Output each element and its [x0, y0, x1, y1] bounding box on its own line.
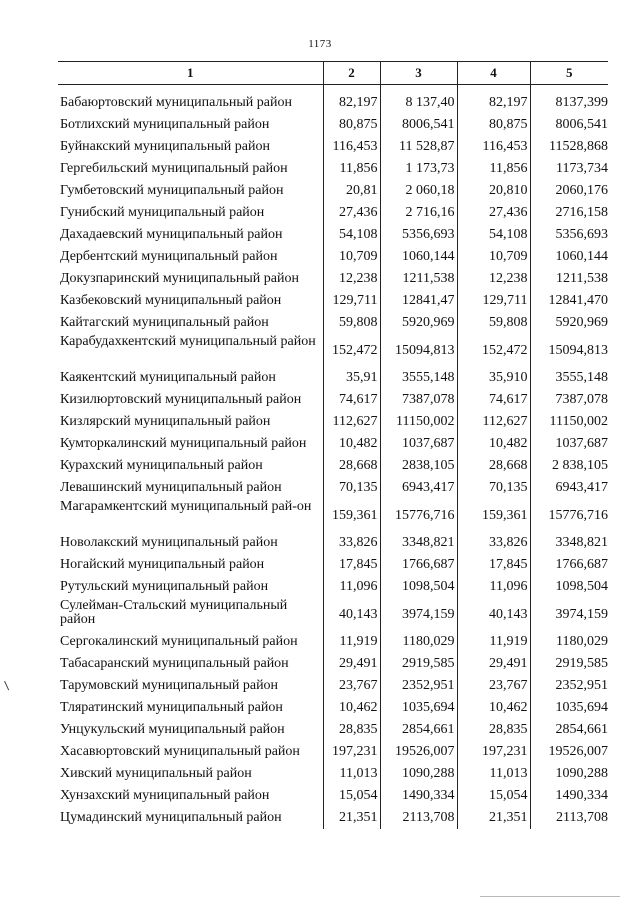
col-4-value-cell: 152,472: [457, 334, 530, 367]
table-row: [58, 532, 608, 554]
table-row: [58, 180, 608, 202]
header-col-3: 3: [380, 62, 457, 85]
district-name-cell: Гунибский муниципальный район: [60, 205, 265, 220]
col-5-value-cell: 2060,176: [530, 180, 608, 202]
col-4-value-cell: 129,711: [457, 290, 530, 312]
col-5-value-cell: 2352,951: [530, 675, 608, 697]
district-name-cell: Хасавюртовский муниципальный район: [60, 744, 300, 759]
col-3-value-cell: 6943,417: [380, 477, 457, 499]
district-name-cell: Каякентский муниципальный район: [60, 370, 276, 385]
col-2-value-cell: 17,845: [323, 554, 380, 576]
col-5-value-cell: 2113,708: [530, 807, 608, 829]
col-5-value-cell: 1090,288: [530, 763, 608, 785]
col-5-value-cell: 1211,538: [530, 268, 608, 290]
col-5-value-cell: 1173,734: [530, 158, 608, 180]
col-2-value-cell: 82,197: [323, 92, 380, 114]
col-2-value-cell: 11,919: [323, 631, 380, 653]
spacer-row: [58, 85, 608, 93]
table-row: [58, 675, 608, 697]
col-3-value-cell: 1 173,73: [380, 158, 457, 180]
table-body: [58, 85, 608, 830]
scan-footer-line: [480, 896, 620, 897]
col-4-value-cell: 15,054: [457, 785, 530, 807]
district-name-cell: Табасаранский муниципальный район: [60, 656, 289, 671]
col-3-value-cell: 2113,708: [380, 807, 457, 829]
col-3-value-cell: 8006,541: [380, 114, 457, 136]
table-row: [58, 411, 608, 433]
col-2-value-cell: 70,135: [323, 477, 380, 499]
col-3-value-cell: 2919,585: [380, 653, 457, 675]
col-2-value-cell: 35,91: [323, 367, 380, 389]
col-3-value-cell: 1035,694: [380, 697, 457, 719]
col-2-value-cell: 11,856: [323, 158, 380, 180]
col-4-value-cell: 29,491: [457, 653, 530, 675]
table-row: [58, 158, 608, 180]
col-3-value-cell: 15094,813: [380, 334, 457, 367]
district-name-cell: Гергебильский муниципальный район: [60, 161, 288, 176]
col-2-value-cell: 54,108: [323, 224, 380, 246]
col-4-value-cell: 21,351: [457, 807, 530, 829]
district-name-cell: Буйнакский муниципальный район: [60, 139, 270, 154]
col-3-value-cell: 1490,334: [380, 785, 457, 807]
col-3-value-cell: 19526,007: [380, 741, 457, 763]
col-2-value-cell: 28,668: [323, 455, 380, 477]
col-5-value-cell: 1098,504: [530, 576, 608, 598]
district-name-cell: Докузпаринский муниципальный район: [60, 271, 299, 286]
col-3-value-cell: 1180,029: [380, 631, 457, 653]
table-row: [58, 334, 608, 367]
district-name-cell: Хивский муниципальный район: [60, 766, 252, 781]
col-3-value-cell: 3348,821: [380, 532, 457, 554]
table-row: [58, 697, 608, 719]
col-3-value-cell: 1060,144: [380, 246, 457, 268]
district-name-cell: Кизилюртовский муниципальный район: [60, 392, 302, 407]
district-name-cell: Ботлихский муниципальный район: [60, 117, 270, 132]
col-4-value-cell: 11,096: [457, 576, 530, 598]
col-2-value-cell: 197,231: [323, 741, 380, 763]
col-2-value-cell: 10,462: [323, 697, 380, 719]
col-3-value-cell: 3555,148: [380, 367, 457, 389]
col-3-value-cell: 7387,078: [380, 389, 457, 411]
col-5-value-cell: 12841,470: [530, 290, 608, 312]
col-5-value-cell: 3348,821: [530, 532, 608, 554]
col-2-value-cell: 152,472: [323, 334, 380, 367]
district-name-cell: Тляратинский муниципальный район: [60, 700, 283, 715]
table-row: [58, 499, 608, 532]
col-4-value-cell: 74,617: [457, 389, 530, 411]
district-name-cell: Рутульский муниципальный район: [60, 579, 269, 594]
col-5-value-cell: 11150,002: [530, 411, 608, 433]
col-4-value-cell: 28,668: [457, 455, 530, 477]
district-name-cell: Дербентский муниципальный район: [60, 249, 278, 264]
district-name-cell: Хунзахский муниципальный район: [60, 788, 270, 803]
col-5-value-cell: 3974,159: [530, 598, 608, 631]
col-2-value-cell: 80,875: [323, 114, 380, 136]
col-3-value-cell: 5920,969: [380, 312, 457, 334]
table-row: [58, 807, 608, 829]
col-3-value-cell: 8 137,40: [380, 92, 457, 114]
district-name-cell: Магарамкентский муниципальный рай-он: [60, 499, 312, 514]
col-4-value-cell: 159,361: [457, 499, 530, 532]
col-3-value-cell: 12841,47: [380, 290, 457, 312]
col-2-value-cell: 40,143: [323, 598, 380, 631]
col-4-value-cell: 80,875: [457, 114, 530, 136]
col-5-value-cell: 5920,969: [530, 312, 608, 334]
col-3-value-cell: 2 060,18: [380, 180, 457, 202]
col-2-value-cell: 10,709: [323, 246, 380, 268]
table-row: [58, 389, 608, 411]
col-5-value-cell: 2919,585: [530, 653, 608, 675]
col-5-value-cell: 2 838,105: [530, 455, 608, 477]
table-row: [58, 477, 608, 499]
district-name-cell: Цумадинский муниципальный район: [60, 810, 282, 825]
district-name-cell: Тарумовский муниципальный район: [60, 678, 279, 693]
district-name-cell: Кизлярский муниципальный район: [60, 414, 271, 429]
col-5-value-cell: 1766,687: [530, 554, 608, 576]
col-3-value-cell: 1211,538: [380, 268, 457, 290]
col-5-value-cell: 8006,541: [530, 114, 608, 136]
col-2-value-cell: 11,013: [323, 763, 380, 785]
district-name-cell: Казбековский муниципальный район: [60, 293, 282, 308]
table-row: [58, 202, 608, 224]
table-row: [58, 268, 608, 290]
col-5-value-cell: 1037,687: [530, 433, 608, 455]
col-5-value-cell: 1180,029: [530, 631, 608, 653]
table-row: [58, 114, 608, 136]
table-row: [58, 246, 608, 268]
header-col-4: 4: [457, 62, 530, 85]
col-5-value-cell: 2716,158: [530, 202, 608, 224]
col-2-value-cell: 12,238: [323, 268, 380, 290]
col-2-value-cell: 27,436: [323, 202, 380, 224]
col-4-value-cell: 10,482: [457, 433, 530, 455]
col-2-value-cell: 28,835: [323, 719, 380, 741]
col-5-value-cell: 1035,694: [530, 697, 608, 719]
table-row: [58, 290, 608, 312]
col-2-value-cell: 116,453: [323, 136, 380, 158]
col-5-value-cell: 7387,078: [530, 389, 608, 411]
col-4-value-cell: 10,709: [457, 246, 530, 268]
table-row: [58, 554, 608, 576]
col-4-value-cell: 23,767: [457, 675, 530, 697]
col-4-value-cell: 20,810: [457, 180, 530, 202]
table-row: [58, 785, 608, 807]
district-name-cell: Унцукульский муниципальный район: [60, 722, 285, 737]
header-col-1: 1: [58, 62, 323, 85]
col-2-value-cell: 21,351: [323, 807, 380, 829]
col-5-value-cell: 6943,417: [530, 477, 608, 499]
header-col-5: 5: [530, 62, 608, 85]
col-5-value-cell: 1490,334: [530, 785, 608, 807]
col-2-value-cell: 59,808: [323, 312, 380, 334]
table-row: [58, 763, 608, 785]
col-2-value-cell: 23,767: [323, 675, 380, 697]
col-3-value-cell: 15776,716: [380, 499, 457, 532]
col-4-value-cell: 11,013: [457, 763, 530, 785]
col-4-value-cell: 33,826: [457, 532, 530, 554]
table-row: [58, 741, 608, 763]
col-2-value-cell: 20,81: [323, 180, 380, 202]
table-row: [58, 92, 608, 114]
col-2-value-cell: 10,482: [323, 433, 380, 455]
table-row: [58, 653, 608, 675]
col-3-value-cell: 3974,159: [380, 598, 457, 631]
col-4-value-cell: 12,238: [457, 268, 530, 290]
col-3-value-cell: 2854,661: [380, 719, 457, 741]
col-5-value-cell: 19526,007: [530, 741, 608, 763]
col-4-value-cell: 27,436: [457, 202, 530, 224]
col-5-value-cell: 15776,716: [530, 499, 608, 532]
table-header-row: [58, 62, 608, 85]
col-4-value-cell: 17,845: [457, 554, 530, 576]
district-name-cell: Бабаюртовский муниципальный район: [60, 95, 292, 110]
page-number: 1173: [308, 38, 332, 50]
col-4-value-cell: 82,197: [457, 92, 530, 114]
col-3-value-cell: 11150,002: [380, 411, 457, 433]
col-4-value-cell: 40,143: [457, 598, 530, 631]
table-row: [58, 224, 608, 246]
col-2-value-cell: 33,826: [323, 532, 380, 554]
district-name-cell: Сулейман-Стальский муниципальный район: [60, 598, 288, 627]
table-row: [58, 719, 608, 741]
col-3-value-cell: 1037,687: [380, 433, 457, 455]
col-2-value-cell: 112,627: [323, 411, 380, 433]
col-2-value-cell: 129,711: [323, 290, 380, 312]
district-name-cell: Новолакский муниципальный район: [60, 535, 278, 550]
budget-table: [58, 61, 608, 829]
district-name-cell: Курахский муниципальный район: [60, 458, 263, 473]
district-name-cell: Карабудахкентский муниципальный район: [60, 334, 316, 349]
col-3-value-cell: 1766,687: [380, 554, 457, 576]
district-name-cell: Левашинский муниципальный район: [60, 480, 282, 495]
district-name-cell: Кайтагский муниципальный район: [60, 315, 269, 330]
district-name-cell: Ногайский муниципальный район: [60, 557, 265, 572]
col-2-value-cell: 159,361: [323, 499, 380, 532]
table-row: [58, 598, 608, 631]
col-3-value-cell: 11 528,87: [380, 136, 457, 158]
table-row: [58, 433, 608, 455]
col-5-value-cell: 15094,813: [530, 334, 608, 367]
table-row: [58, 631, 608, 653]
col-4-value-cell: 59,808: [457, 312, 530, 334]
col-3-value-cell: 5356,693: [380, 224, 457, 246]
col-3-value-cell: 1090,288: [380, 763, 457, 785]
col-4-value-cell: 11,919: [457, 631, 530, 653]
col-5-value-cell: 2854,661: [530, 719, 608, 741]
col-4-value-cell: 11,856: [457, 158, 530, 180]
district-name-cell: Сергокалинский муниципальный район: [60, 634, 298, 649]
district-name-cell: Дахадаевский муниципальный район: [60, 227, 283, 242]
col-5-value-cell: 5356,693: [530, 224, 608, 246]
col-3-value-cell: 2352,951: [380, 675, 457, 697]
col-3-value-cell: 2 716,16: [380, 202, 457, 224]
col-5-value-cell: 3555,148: [530, 367, 608, 389]
col-5-value-cell: 11528,868: [530, 136, 608, 158]
table-row: [58, 312, 608, 334]
col-2-value-cell: 15,054: [323, 785, 380, 807]
col-3-value-cell: 1098,504: [380, 576, 457, 598]
col-2-value-cell: 11,096: [323, 576, 380, 598]
scan-mark: [4, 680, 12, 691]
col-4-value-cell: 70,135: [457, 477, 530, 499]
col-5-value-cell: 8137,399: [530, 92, 608, 114]
table-row: [58, 136, 608, 158]
table-row: [58, 455, 608, 477]
table-row: [58, 367, 608, 389]
header-col-2: 2: [323, 62, 380, 85]
col-4-value-cell: 116,453: [457, 136, 530, 158]
district-name-cell: Кумторкалинский муниципальный район: [60, 436, 307, 451]
col-3-value-cell: 2838,105: [380, 455, 457, 477]
col-4-value-cell: 10,462: [457, 697, 530, 719]
col-4-value-cell: 112,627: [457, 411, 530, 433]
col-2-value-cell: 29,491: [323, 653, 380, 675]
district-name-cell: Гумбетовский муниципальный район: [60, 183, 284, 198]
col-4-value-cell: 35,910: [457, 367, 530, 389]
col-4-value-cell: 197,231: [457, 741, 530, 763]
col-5-value-cell: 1060,144: [530, 246, 608, 268]
col-4-value-cell: 54,108: [457, 224, 530, 246]
table-row: [58, 576, 608, 598]
col-4-value-cell: 28,835: [457, 719, 530, 741]
col-2-value-cell: 74,617: [323, 389, 380, 411]
